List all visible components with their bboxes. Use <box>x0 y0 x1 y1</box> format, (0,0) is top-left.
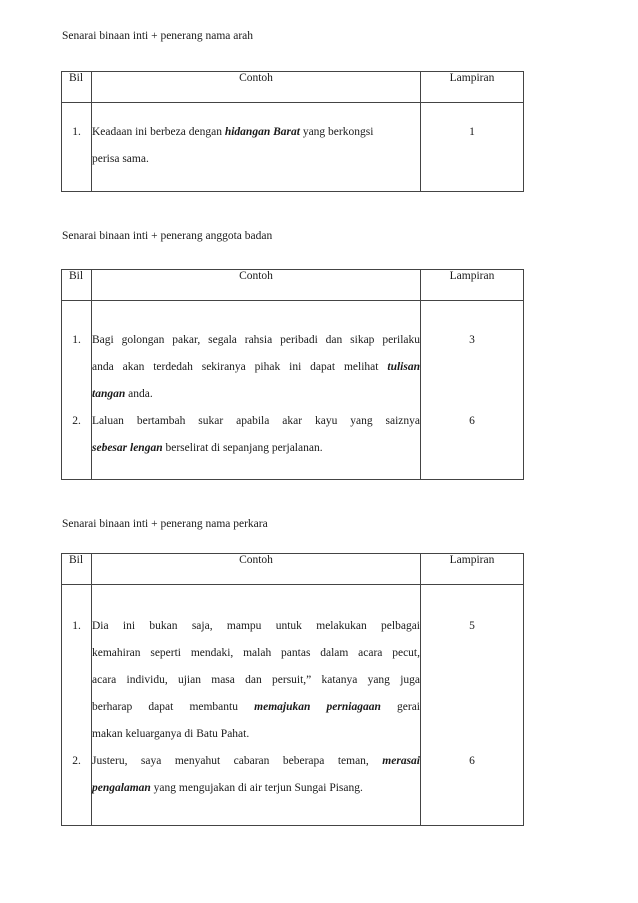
table-row <box>62 585 524 826</box>
section-2-title: Senarai binaan inti + penerang anggota badan <box>62 230 273 242</box>
example-line: makan keluarganya di Batu Pahat. <box>92 728 250 740</box>
example-line: Justeru, saya menyahut cabaran beberapa teman, merasai <box>92 755 420 767</box>
table-header-row <box>62 270 524 301</box>
table-anggota-badan <box>61 269 524 480</box>
highlighted-phrase: sebesar lengan <box>92 442 163 454</box>
example-line: pengalaman yang mengujakan di air terjun Sungai Pisang. <box>92 782 363 794</box>
table-header-row <box>62 554 524 585</box>
row-number: 2. <box>72 755 81 767</box>
highlighted-phrase: merasai <box>382 755 420 767</box>
example-line: tangan anda. <box>92 388 153 400</box>
example-line: kemahiran seperti mendaki, malah pantas dalam acara pecut, <box>92 647 420 659</box>
header-contoh: Contoh <box>92 554 421 585</box>
table-row <box>62 103 524 192</box>
example-line: perisa sama. <box>92 153 149 165</box>
example-line: sebesar lengan berselirat di sepanjang perjalanan. <box>92 442 323 454</box>
header-lampiran: Lampiran <box>421 554 524 585</box>
row-number: 1. <box>72 334 81 346</box>
highlighted-phrase: memajukan perniagaan <box>254 701 381 713</box>
lampiran-value: 3 <box>469 334 475 346</box>
highlighted-phrase: tulisan <box>387 361 420 373</box>
header-bil: Bil <box>62 72 92 103</box>
example-line: Keadaan ini berbeza dengan hidangan Barat yang berkongsi <box>92 126 374 138</box>
table-nama-arah <box>61 71 524 192</box>
lampiran-value: 1 <box>469 126 475 138</box>
header-bil: Bil <box>62 554 92 585</box>
example-line: Dia ini bukan saja, mampu untuk melakukan pelbagai <box>92 620 420 632</box>
lampiran-value: 5 <box>469 620 475 632</box>
header-bil: Bil <box>62 270 92 301</box>
section-1-title: Senarai binaan inti + penerang nama arah <box>62 30 254 42</box>
table-row <box>62 301 524 480</box>
table-header-row <box>62 72 524 103</box>
highlighted-phrase: hidangan Barat <box>224 126 300 138</box>
highlighted-phrase: pengalaman <box>92 782 151 794</box>
header-contoh: Contoh <box>92 72 421 103</box>
example-line: berharap dapat membantu memajukan perniagaan gerai <box>92 701 420 713</box>
example-line: Laluan bertambah sukar apabila akar kayu yang saiznya <box>92 415 420 427</box>
lampiran-value: 6 <box>469 415 475 427</box>
header-contoh: Contoh <box>92 270 421 301</box>
row-number: 1. <box>72 620 81 632</box>
section-3-title: Senarai binaan inti + penerang nama perkara <box>62 518 268 530</box>
lampiran-value: 6 <box>469 755 475 767</box>
row-number: 1. <box>72 126 81 138</box>
example-line: anda akan terdedah sekiranya pihak ini dapat melihat tulisan <box>92 361 420 373</box>
example-line: Bagi golongan pakar, segala rahsia peribadi dan sikap perilaku <box>92 334 420 346</box>
header-lampiran: Lampiran <box>421 72 524 103</box>
table-nama-perkara <box>61 553 524 826</box>
header-lampiran: Lampiran <box>421 270 524 301</box>
example-line: acara individu, ujian masa dan persuit,” katanya yang juga <box>92 674 420 686</box>
highlighted-phrase: tangan <box>92 388 126 400</box>
row-number: 2. <box>72 415 81 427</box>
